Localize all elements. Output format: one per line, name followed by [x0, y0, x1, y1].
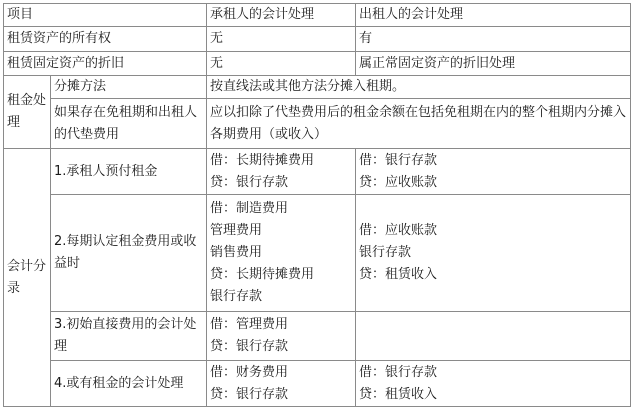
ownership-label: 租赁资产的所有权	[4, 27, 207, 52]
table-row-initial-direct-costs	[4, 312, 631, 361]
allocation-method-value: 按直线法或其他方法分摊入租期。	[207, 76, 631, 99]
journal-line: 贷：应收账款	[359, 174, 438, 190]
journal-line: 贷：银行存款	[210, 339, 289, 354]
lease-accounting-table	[3, 3, 631, 407]
table-header-row	[4, 4, 631, 27]
header-item-cell: 项目	[4, 4, 207, 27]
journal-line: 贷：租赁收入	[359, 267, 438, 282]
journal-line: 借：管理费用	[210, 317, 289, 332]
contingent-rent-lessor-entries	[356, 361, 631, 407]
journal-line: 贷：银行存款	[210, 386, 289, 402]
free-period-label: 如果存在免租期和出租人的代垫费用	[51, 99, 207, 149]
contingent-rent-lessee-entries	[207, 361, 356, 407]
journal-line: 借：制造费用	[210, 201, 289, 216]
journal-line: 借：应收账款	[359, 223, 438, 238]
depreciation-lessee: 无	[207, 52, 356, 76]
initial-direct-costs-lessee-entries	[207, 312, 356, 361]
table-row-prepaid-rent	[4, 149, 631, 195]
journal-line: 借：银行存款	[359, 152, 438, 168]
allocation-method-label: 分摊方法	[51, 76, 207, 99]
journal-line: 银行存款	[359, 245, 412, 260]
prepaid-rent-label: 1.承租人预付租金	[51, 149, 207, 195]
table-row-contingent-rent	[4, 361, 631, 407]
free-period-value: 应以扣除了代垫费用后的租金余额在包括免租期在内的整个租期内分摊入各期费用（或收入）	[207, 99, 631, 149]
journal-line: 管理费用	[210, 223, 263, 238]
periodic-rent-label: 2.每期认定租金费用或收益时	[51, 195, 207, 312]
prepaid-rent-lessor-entries	[356, 149, 631, 195]
journal-line: 借：财务费用	[210, 364, 289, 380]
header-lessor-cell: 出租人的会计处理	[356, 4, 631, 27]
journal-line: 贷：租赁收入	[359, 386, 438, 402]
ownership-lessor: 有	[356, 27, 631, 52]
journal-line: 销售费用	[210, 245, 263, 260]
contingent-rent-label: 4.或有租金的会计处理	[51, 361, 207, 407]
table-row-periodic-rent	[4, 195, 631, 312]
journal-line: 贷：长期待摊费用	[210, 267, 315, 282]
journal-line: 借：银行存款	[359, 364, 438, 380]
header-lessee-cell: 承租人的会计处理	[207, 4, 356, 27]
initial-direct-costs-lessor-entries	[356, 312, 631, 361]
prepaid-rent-lessee-entries	[207, 149, 356, 195]
periodic-rent-lessee-entries	[207, 195, 356, 312]
table-row-free-period	[4, 99, 631, 149]
depreciation-label: 租赁固定资产的折旧	[4, 52, 207, 76]
periodic-rent-lessor-entries	[356, 195, 631, 312]
accounting-group-label: 会计分录	[4, 149, 51, 407]
table-row-ownership	[4, 27, 631, 52]
depreciation-lessor: 属正常固定资产的折旧处理	[356, 52, 631, 76]
ownership-lessee: 无	[207, 27, 356, 52]
initial-direct-costs-label: 3.初始直接费用的会计处理	[51, 312, 207, 361]
journal-line: 借：长期待摊费用	[210, 152, 315, 168]
table-row-depreciation	[4, 52, 631, 76]
journal-line: 贷：银行存款	[210, 174, 289, 190]
table-row-allocation-method	[4, 76, 631, 99]
rent-treatment-group-label: 租金处理	[4, 76, 51, 149]
journal-line: 银行存款	[210, 289, 263, 304]
